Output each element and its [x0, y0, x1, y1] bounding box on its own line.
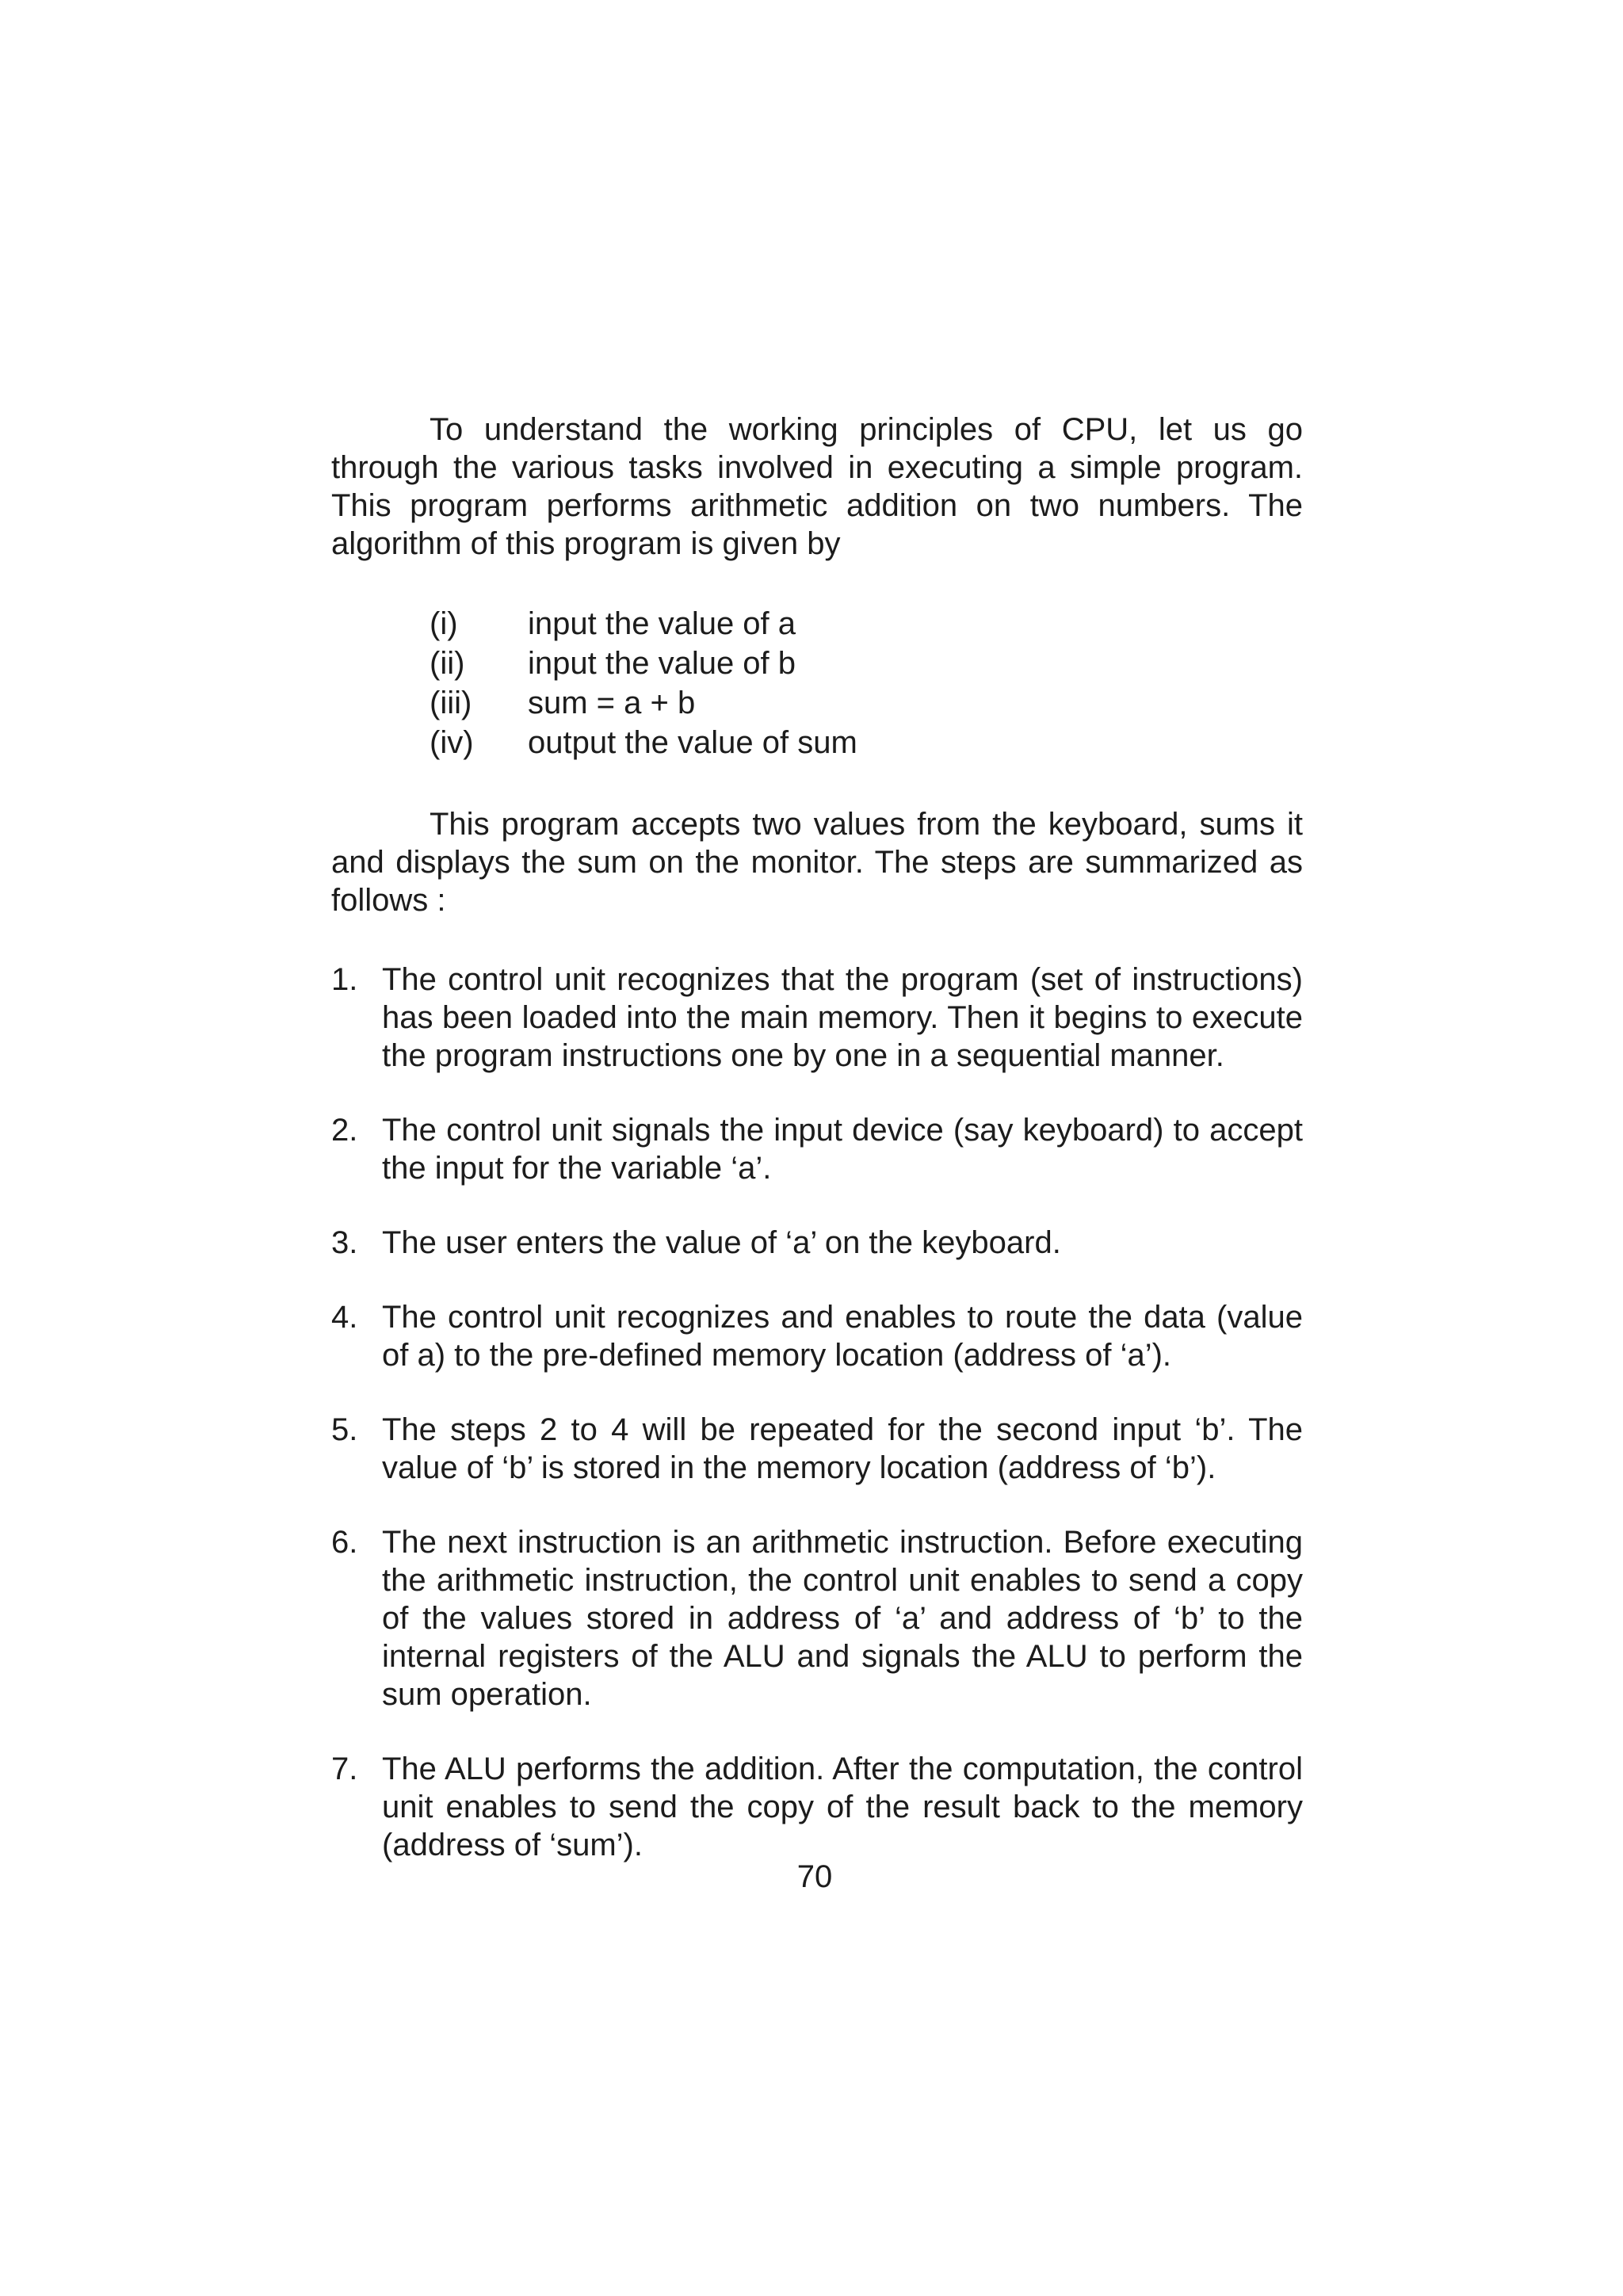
step-item: [331, 1224, 1303, 1262]
step-text: The user enters the value of ‘a’ on the keyboard.: [382, 1225, 1061, 1260]
step-number: 2.: [331, 1113, 358, 1148]
step-text: The steps 2 to 4 will be repeated for the second input ‘b’. The value of ‘b’ is stored in the memory location (address of ‘b’).: [382, 1412, 1303, 1485]
steps-list: [331, 961, 1303, 1864]
algorithm-step-text: sum = a + b: [528, 686, 696, 720]
algorithm-step-number: (iii): [430, 686, 472, 720]
step-text: The next instruction is an arithmetic instruction. Before executing the arithmetic instruction, the control unit enables to send a copy of the values stored in address of ‘a’ and address of ‘b’ to the internal registers of the ALU and signals the ALU to perform the sum operation.: [382, 1525, 1303, 1712]
step-text: The control unit recognizes and enables to route the data (value of a) to the pre-defined memory location (address of ‘a’).: [382, 1300, 1303, 1373]
algorithm-step: [430, 604, 1303, 644]
step-item: [331, 1750, 1303, 1864]
step-text: The control unit recognizes that the program (set of instructions) has been loaded into the main memory. Then it begins to execute the program instructions one by one in a sequential manner.: [382, 962, 1303, 1073]
algorithm-step: [430, 723, 1303, 762]
step-number: 6.: [331, 1525, 358, 1560]
page-number: 70: [796, 1859, 833, 1894]
step-number: 1.: [331, 962, 358, 997]
intro-paragraph: To understand the working principles of CPU, let us go through the various tasks involved in executing a simple program. This program performs arithmetic addition on two numbers. The algorithm of this program is given by: [331, 412, 1303, 561]
step-item: [331, 1111, 1303, 1187]
step-number: 7.: [331, 1752, 358, 1786]
algorithm-step-number: (i): [430, 606, 458, 641]
algorithm-step-text: input the value of a: [528, 606, 796, 641]
step-text: The ALU performs the addition. After the computation, the control unit enables to send the copy of the result back to the memory (address of ‘sum’).: [382, 1752, 1303, 1862]
step-text: The control unit signals the input device (say keyboard) to accept the input for the variable ‘a’.: [382, 1113, 1303, 1186]
page-body: [331, 411, 1303, 1864]
algorithm-step-text: input the value of b: [528, 646, 796, 681]
step-item: [331, 961, 1303, 1075]
algorithm-step: [430, 644, 1303, 683]
algorithm-list: [331, 604, 1303, 762]
step-item: [331, 1298, 1303, 1374]
algorithm-step-text: output the value of sum: [528, 725, 857, 760]
algorithm-step: [430, 683, 1303, 723]
step-item: [331, 1523, 1303, 1713]
summary-paragraph: This program accepts two values from the keyboard, sums it and displays the sum on the monitor. The steps are summarized as follows :: [331, 807, 1303, 918]
step-number: 4.: [331, 1300, 358, 1335]
step-item: [331, 1411, 1303, 1487]
step-number: 5.: [331, 1412, 358, 1447]
algorithm-step-number: (ii): [430, 646, 465, 681]
step-number: 3.: [331, 1225, 358, 1260]
algorithm-step-number: (iv): [430, 725, 474, 760]
